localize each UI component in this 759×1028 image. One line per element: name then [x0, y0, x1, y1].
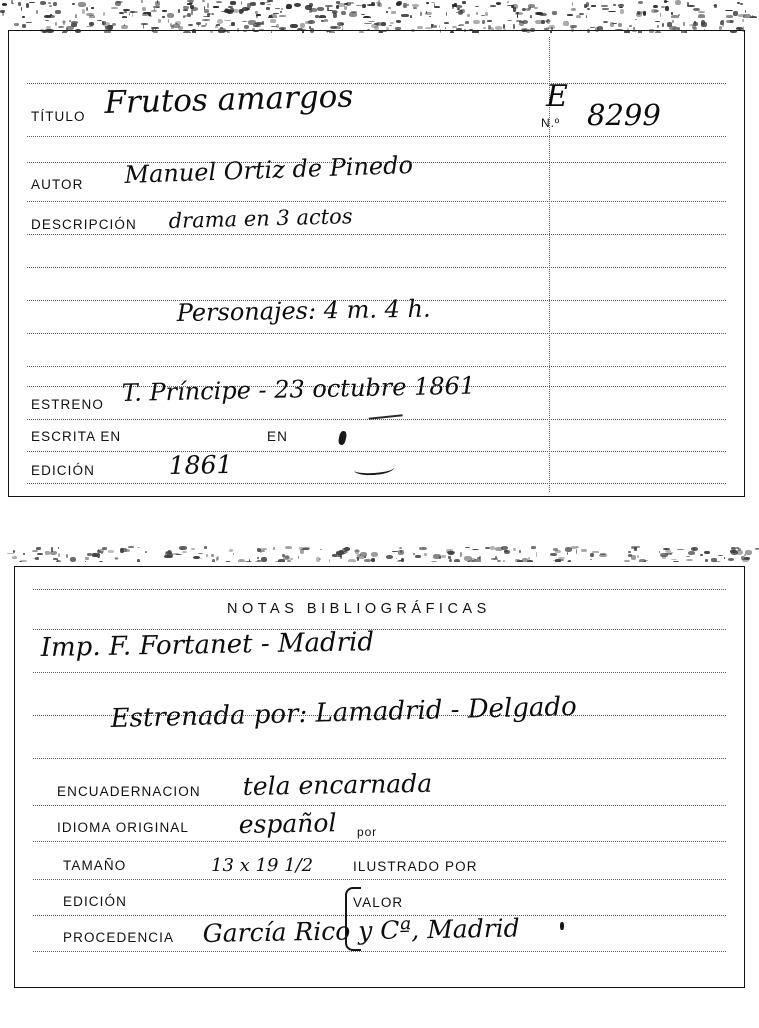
ink-flourish: [345, 887, 361, 951]
field-value-tamano: 13 x 19 1/2: [211, 855, 314, 876]
scan-gap: [0, 498, 759, 546]
field-label-descripcion: DESCRIPCIÓN: [31, 217, 137, 232]
bibliographic-notes-heading: NOTAS BIBLIOGRÁFICAS: [227, 601, 491, 617]
rule-line: [27, 333, 726, 334]
rule-line: [33, 841, 726, 842]
catalog-card-front: [8, 30, 745, 497]
handwritten-note-line-1: Imp. F. Fortanet - Madrid: [40, 627, 375, 663]
field-label-edicion: EDICIÓN: [31, 463, 95, 478]
rule-line: [27, 267, 726, 268]
card-front-top-noise: [9, 19, 744, 33]
rule-line: [33, 879, 726, 880]
field-label-estreno: ESTRENO: [31, 397, 104, 412]
ink-flourish: [369, 414, 404, 426]
catalog-number-value: 8299: [587, 98, 661, 132]
field-value-encuadernacion: tela encarnada: [242, 768, 433, 801]
card-back-top-noise: [0, 546, 759, 562]
catalog-number-prefix: E: [546, 79, 568, 114]
field-label-idioma-original: IDIOMA ORIGINAL: [57, 820, 190, 835]
field-label-encuadernacion: ENCUADERNACION: [57, 784, 201, 799]
field-label-autor: AUTOR: [31, 177, 84, 192]
field-value-autor: Manuel Ortiz de Pinedo: [124, 150, 414, 189]
field-value-edicion: 1861: [168, 449, 233, 480]
field-label-escrita-en: ESCRITA EN: [31, 429, 122, 444]
field-value-titulo: Frutos amargos: [104, 78, 354, 121]
rule-line: [33, 758, 726, 759]
rule-line: [27, 483, 726, 484]
scan-top-edge-noise: [0, 0, 759, 18]
catalog-card-back: [14, 566, 745, 988]
rule-line: [27, 201, 726, 202]
rule-line: [27, 234, 726, 235]
rule-line: [33, 672, 726, 673]
field-value-procedencia: García Rico y Cª, Madrid: [202, 913, 520, 948]
field-label-titulo: TÍTULO: [31, 109, 86, 124]
handwritten-note-line-2: Estrenada por: Lamadrid - Delgado: [110, 691, 578, 734]
field-label-tamano: TAMAÑO: [63, 858, 127, 873]
rule-line: [33, 629, 726, 630]
catalog-number-label: N.º: [541, 116, 561, 130]
field-label-procedencia: PROCEDENCIA: [63, 930, 175, 945]
field-value-idioma-original: español: [238, 808, 337, 839]
rule-line: [33, 589, 726, 590]
field-label-valor: VALOR: [353, 895, 404, 910]
field-label-ilustrado-por: ILUSTRADO POR: [353, 859, 478, 874]
rule-line: [27, 451, 726, 452]
rule-line: [33, 951, 726, 952]
rule-line: [33, 805, 726, 806]
field-value-descripcion: drama en 3 actos: [168, 204, 353, 233]
characters-note: Personajes: 4 m. 4 h.: [176, 294, 431, 327]
field-label-por: por: [357, 825, 378, 839]
rule-line: [27, 136, 726, 137]
field-label-en: EN: [267, 429, 288, 444]
ink-smudge: [338, 430, 348, 445]
rule-line: [27, 366, 726, 367]
field-value-estreno: T. Príncipe - 23 octubre 1861: [121, 371, 476, 407]
field-label-edicion: EDICIÓN: [63, 894, 127, 909]
ink-smudge: [560, 922, 564, 930]
ink-flourish: [354, 462, 395, 477]
